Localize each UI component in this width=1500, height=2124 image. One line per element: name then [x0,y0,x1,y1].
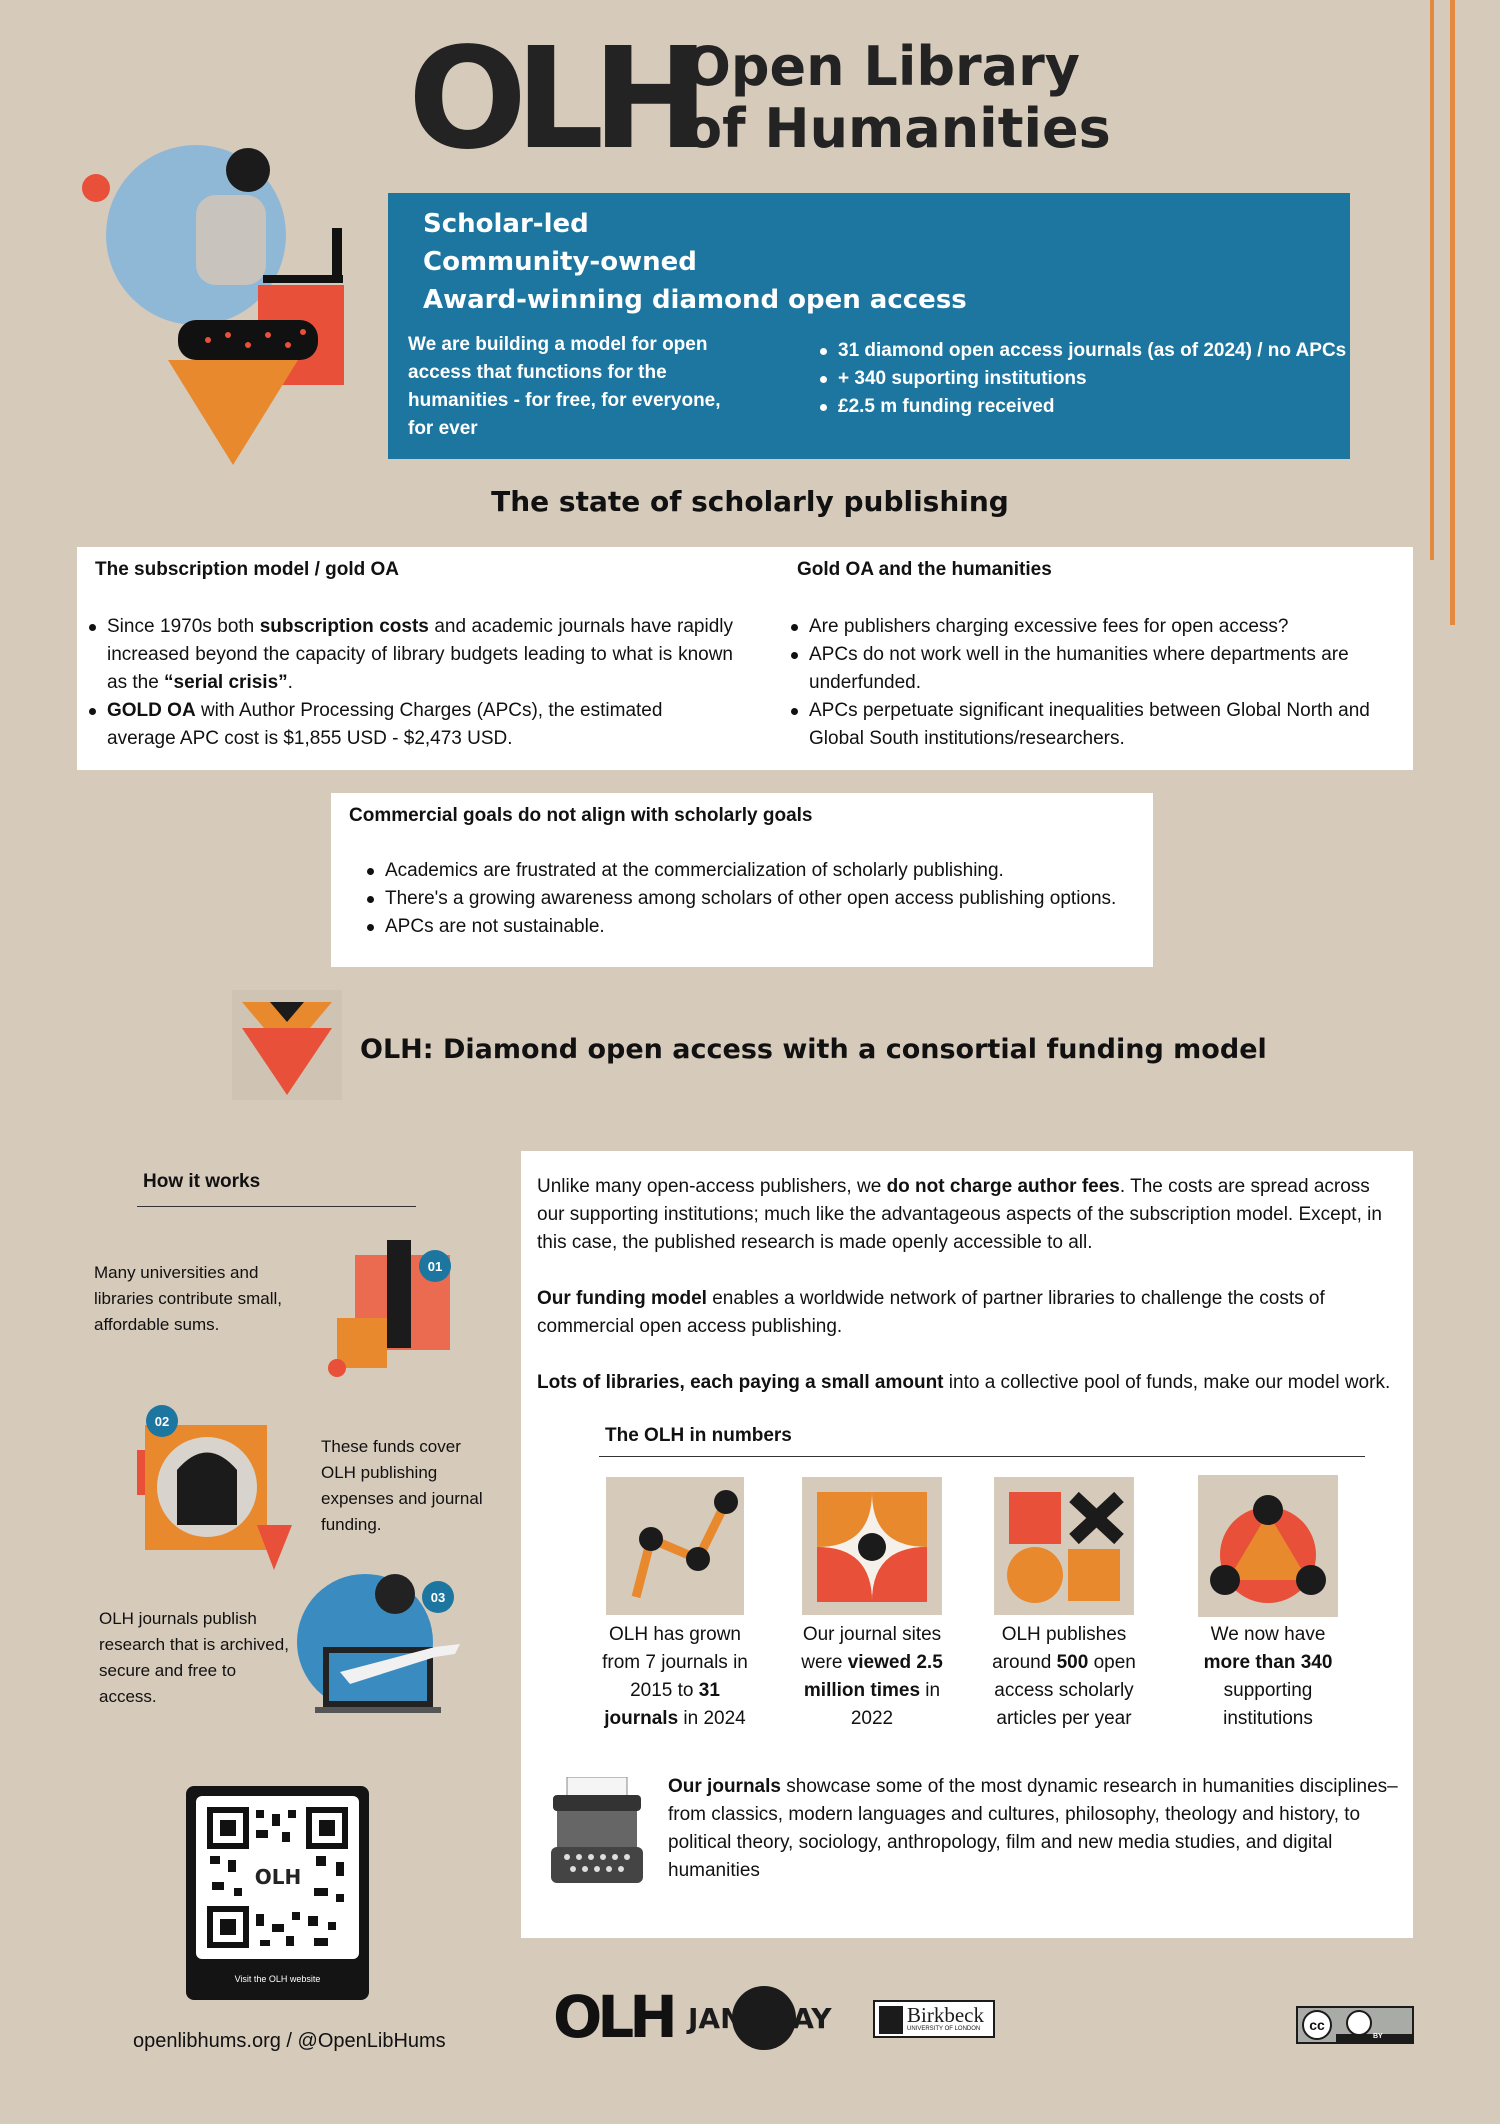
humanities-item: Are publishers charging excessive fees for open access? [789,613,1389,641]
step-2-illustration [137,1415,297,1570]
journals-paragraph: Our journals showcase some of the most dynamic research in humanities disciplines– from classics, modern languages and cultures, philosophy, theology and history, to political theory, sociology, anthropology, film and new media studies, and digital humanities [668,1776,1398,1881]
commercial-item: APCs are not sustainable. [365,913,1145,941]
number-caption-journals: OLH has grown from 7 journals in 2015 to 31 journals in 2024 [602,1624,748,1729]
paragraph-funding-model: Our funding model enables a worldwide network of partner libraries to challenge the costs of commercial open access publishing. [537,1288,1325,1337]
mission-statement: We are building a model for open access that functions for the humanities - for free, for everyone, for ever [408,334,721,439]
commercial-panel [331,793,1153,967]
stat-institutions: + 340 suporting institutions [818,365,1348,393]
tagline-community-owned: Community-owned [423,247,697,277]
paragraph-libraries: Lots of libraries, each paying a small amount into a collective pool of funds, make our model work. [537,1372,1391,1393]
paragraph-no-fees: Unlike many open-access publishers, we do not charge author fees. The costs are spread across our supporting institutions; much like the advantageous aspects of the subscription model. Except, in this case, the published research is made openly accessible to all. [537,1176,1382,1253]
by-person-icon [1346,2010,1372,2036]
number-caption-articles: OLH publishes around 500 open access scholarly articles per year [992,1624,1136,1729]
tagline-award-winning: Award-winning diamond open access [423,285,967,315]
step-badge-03: 03 [422,1581,454,1613]
commercial-item: There's a growing awareness among scholars of other open access publishing options. [365,885,1145,913]
commercial-heading: Commercial goals do not align with scholarly goals [349,805,813,826]
number-caption-institutions: We now have more than 340 supporting institutions [1203,1624,1333,1729]
how-step-1-text: Many universities and libraries contribute small, affordable sums. [94,1263,283,1334]
numbers-heading: The OLH in numbers [605,1425,792,1446]
intro-panel [388,193,1350,459]
site-title-line2: of Humanities [685,97,1111,160]
how-step-3-text: OLH journals publish research that is archived, secure and free to access. [99,1609,289,1706]
intro-taglines [423,205,967,319]
subscription-heading: The subscription model / gold OA [95,559,400,580]
intro-stats-list [818,337,1348,421]
birkbeck-sub: UNIVERSITY OF LONDON [907,2026,981,2032]
number-caption-views: Our journal sites were viewed 2.5 million times in 2022 [801,1624,943,1729]
birkbeck-name: Birkbeck [907,2003,984,2027]
hero-illustration [78,140,378,470]
humanities-heading: Gold OA and the humanities [797,559,1052,580]
main-content-panel [521,1151,1413,1938]
tagline-scholar-led: Scholar-led [423,209,589,239]
step-badge-02: 02 [146,1405,178,1437]
diamond-icon [232,990,342,1100]
stat-funding: £2.5 m funding received [818,393,1348,421]
decor-stripe [1450,0,1455,625]
commercial-item: Academics are frustrated at the commercialization of scholarly publishing. [365,857,1145,885]
qr-code [196,1796,359,1959]
humanities-list [789,613,1389,753]
diamond-section-title: OLH: Diamond open access with a consortial funding model [360,1034,1267,1065]
birkbeck-crest [879,2006,903,2034]
network-triangle-icon [1198,1475,1338,1617]
commercial-list [365,857,1145,941]
by-label: BY [1373,2033,1383,2040]
state-panel [77,547,1413,770]
website-handle[interactable]: openlibhums.org / @OpenLibHums [133,2030,446,2052]
janeway-text: JANEWAY [688,2002,832,2035]
state-section-title: The state of scholarly publishing [491,485,1009,518]
humanities-item: APCs perpetuate significant inequalities between Global North and Global South institutions/researchers. [789,697,1389,753]
olh-logo-mark: OLH [408,18,698,181]
cc-by-license-badge[interactable] [1296,2006,1414,2044]
subscription-list [87,613,733,753]
subscription-item-gold-oa: GOLD OA with Author Processing Charges (APCs), the estimated average APC cost is $1,855 USD - $2,473 USD. [87,697,733,753]
step-badge-01: 01 [419,1250,451,1282]
footer-olh-logo: OLH [553,1983,673,2051]
shapes-grid-icon [994,1477,1134,1615]
site-title [685,36,1111,160]
qr-center-logo: OLH [248,1864,308,1890]
subscription-item-serial-crisis: Since 1970s both subscription costs and academic journals have rapidly increased beyond the capacity of library budgets leading to what is known as the “serial crisis”. [87,613,733,697]
stat-journals: 31 diamond open access journals (as of 2024) / no APCs [818,337,1348,365]
cc-icon: cc [1302,2010,1332,2040]
numbers-heading-rule [599,1456,1365,1457]
footer-birkbeck-logo [873,2000,995,2038]
humanities-item: APCs do not work well in the humanities where departments are underfunded. [789,641,1389,697]
how-heading-rule [137,1206,416,1207]
site-title-line1: Open Library [685,35,1080,98]
qr-caption: Visit the OLH website [234,1974,321,1984]
footer-janeway-logo [688,1986,848,2048]
growth-chart-icon [606,1477,744,1615]
how-step-2-text: These funds cover OLH publishing expenses and journal funding. [321,1437,483,1534]
typewriter-icon [547,1777,647,1887]
eye-sparkle-icon [802,1477,942,1615]
qr-card[interactable] [186,1786,369,2000]
how-heading: How it works [143,1171,261,1192]
decor-stripe [1430,0,1434,560]
